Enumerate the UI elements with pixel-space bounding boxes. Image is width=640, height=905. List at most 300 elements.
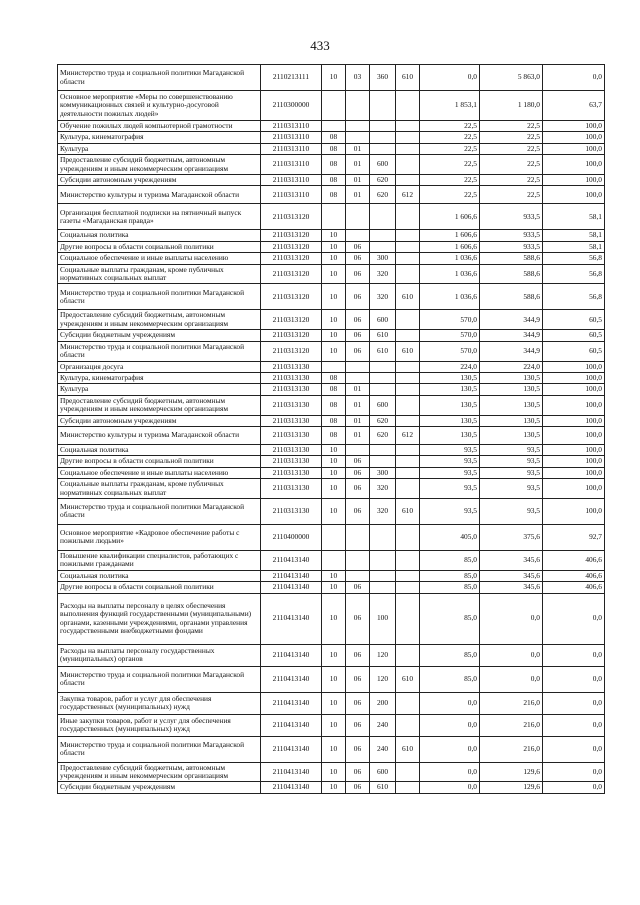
row-planned: 570,0 — [420, 310, 480, 330]
row-admin-code — [396, 175, 420, 186]
row-admin-code — [396, 372, 420, 383]
row-expense-type: 320 — [370, 284, 396, 310]
table-row — [58, 498, 605, 524]
row-code: 2110313130 — [261, 467, 322, 478]
row-executed: 345,6 — [480, 570, 543, 581]
row-planned: 0,0 — [420, 65, 480, 91]
row-subsection — [346, 132, 370, 143]
row-subsection: 06 — [346, 692, 370, 714]
row-section: 10 — [322, 341, 346, 361]
row-expense-type — [370, 230, 396, 241]
row-executed: 130,5 — [480, 372, 543, 383]
row-name: Иные закупки товаров, работ и услуг для обеспечения государственных (муниципальных) нужд — [58, 714, 261, 736]
row-planned: 85,0 — [420, 550, 480, 570]
row-planned: 1 036,6 — [420, 284, 480, 310]
table-row — [58, 175, 605, 186]
row-planned: 224,0 — [420, 361, 480, 372]
row-section — [322, 121, 346, 132]
row-percent: 58,1 — [543, 230, 605, 241]
table-row — [58, 714, 605, 736]
row-expense-type: 620 — [370, 186, 396, 204]
row-admin-code: 612 — [396, 186, 420, 204]
row-code: 2110313110 — [261, 143, 322, 154]
row-executed: 130,5 — [480, 426, 543, 444]
table-row — [58, 241, 605, 252]
row-subsection: 06 — [346, 341, 370, 361]
row-percent: 0,0 — [543, 736, 605, 762]
row-planned: 22,5 — [420, 155, 480, 175]
row-section — [322, 524, 346, 550]
row-planned: 130,5 — [420, 426, 480, 444]
row-subsection: 06 — [346, 714, 370, 736]
row-code: 2110313110 — [261, 155, 322, 175]
table-row — [58, 204, 605, 230]
row-code: 2110313120 — [261, 341, 322, 361]
row-expense-type — [370, 456, 396, 467]
row-admin-code — [396, 143, 420, 154]
row-section: 08 — [322, 155, 346, 175]
row-subsection: 01 — [346, 186, 370, 204]
table-row — [58, 155, 605, 175]
row-name: Предоставление субсидий бюджетным, автономным учреждениям и иным некоммерческим организациям — [58, 155, 261, 175]
row-section: 10 — [322, 692, 346, 714]
row-section: 10 — [322, 782, 346, 793]
row-executed: 345,6 — [480, 582, 543, 593]
row-percent: 60,5 — [543, 330, 605, 341]
row-code: 2110300000 — [261, 91, 322, 121]
row-expense-type: 620 — [370, 415, 396, 426]
row-section — [322, 204, 346, 230]
table-row — [58, 310, 605, 330]
row-expense-type: 600 — [370, 395, 396, 415]
row-section: 10 — [322, 230, 346, 241]
row-name: Субсидии автономным учреждениям — [58, 415, 261, 426]
row-percent: 0,0 — [543, 692, 605, 714]
row-admin-code: 610 — [396, 284, 420, 310]
table-row — [58, 341, 605, 361]
row-name: Субсидии бюджетным учреждениям — [58, 782, 261, 793]
row-name: Социальное обеспечение и иные выплаты населению — [58, 253, 261, 264]
row-subsection — [346, 372, 370, 383]
row-admin-code — [396, 132, 420, 143]
row-section: 08 — [322, 186, 346, 204]
row-subsection: 06 — [346, 479, 370, 499]
row-name: Организация досуга — [58, 361, 261, 372]
row-executed: 22,5 — [480, 186, 543, 204]
row-executed: 130,5 — [480, 415, 543, 426]
row-planned: 0,0 — [420, 714, 480, 736]
row-name: Культура — [58, 384, 261, 395]
row-expense-type: 240 — [370, 714, 396, 736]
row-expense-type — [370, 361, 396, 372]
row-admin-code — [396, 395, 420, 415]
row-admin-code: 610 — [396, 65, 420, 91]
row-executed: 93,5 — [480, 498, 543, 524]
row-planned: 1 036,6 — [420, 264, 480, 284]
row-name: Основное мероприятие «Меры по совершенствованию коммуникационных связей и культурно-досуговой деятельности пожилых людей» — [58, 91, 261, 121]
row-admin-code — [396, 524, 420, 550]
row-code: 2110313110 — [261, 186, 322, 204]
row-expense-type — [370, 444, 396, 455]
row-expense-type: 300 — [370, 467, 396, 478]
row-section: 10 — [322, 593, 346, 644]
row-planned: 93,5 — [420, 479, 480, 499]
row-admin-code: 610 — [396, 666, 420, 692]
row-name: Социальные выплаты гражданам, кроме публичных нормативных социальных выплат — [58, 479, 261, 499]
row-admin-code — [396, 782, 420, 793]
row-executed: 588,6 — [480, 284, 543, 310]
row-percent: 92,7 — [543, 524, 605, 550]
table-row — [58, 361, 605, 372]
row-code: 2110313130 — [261, 372, 322, 383]
row-section: 10 — [322, 666, 346, 692]
row-planned: 1 606,6 — [420, 241, 480, 252]
row-section: 10 — [322, 65, 346, 91]
row-executed: 933,5 — [480, 204, 543, 230]
row-section — [322, 550, 346, 570]
row-code: 2110413140 — [261, 550, 322, 570]
row-planned: 0,0 — [420, 736, 480, 762]
row-percent: 100,0 — [543, 426, 605, 444]
row-subsection: 06 — [346, 310, 370, 330]
row-code: 2110413140 — [261, 644, 322, 666]
row-planned: 85,0 — [420, 593, 480, 644]
row-percent: 0,0 — [543, 762, 605, 782]
row-percent: 56,8 — [543, 264, 605, 284]
row-executed: 588,6 — [480, 253, 543, 264]
row-expense-type: 600 — [370, 155, 396, 175]
row-subsection: 06 — [346, 241, 370, 252]
row-executed: 22,5 — [480, 132, 543, 143]
row-name: Министерство труда и социальной политики Магаданской области — [58, 666, 261, 692]
row-name: Министерство труда и социальной политики Магаданской области — [58, 498, 261, 524]
row-percent: 56,8 — [543, 284, 605, 310]
row-percent: 406,6 — [543, 550, 605, 570]
row-subsection — [346, 121, 370, 132]
row-name: Культура — [58, 143, 261, 154]
row-expense-type — [370, 384, 396, 395]
row-expense-type: 320 — [370, 498, 396, 524]
table-row — [58, 456, 605, 467]
row-admin-code — [396, 714, 420, 736]
row-percent: 0,0 — [543, 65, 605, 91]
row-section: 08 — [322, 395, 346, 415]
table-row — [58, 91, 605, 121]
row-admin-code: 610 — [396, 341, 420, 361]
row-subsection: 06 — [346, 467, 370, 478]
row-percent: 100,0 — [543, 143, 605, 154]
row-expense-type — [370, 372, 396, 383]
row-code: 2110413140 — [261, 593, 322, 644]
row-subsection: 03 — [346, 65, 370, 91]
row-planned: 85,0 — [420, 570, 480, 581]
row-section: 10 — [322, 444, 346, 455]
row-planned: 85,0 — [420, 644, 480, 666]
row-percent: 100,0 — [543, 479, 605, 499]
row-planned: 1 606,6 — [420, 230, 480, 241]
table-row — [58, 230, 605, 241]
row-percent: 58,1 — [543, 204, 605, 230]
row-subsection — [346, 550, 370, 570]
row-expense-type — [370, 570, 396, 581]
row-executed: 216,0 — [480, 736, 543, 762]
row-admin-code — [396, 121, 420, 132]
row-admin-code — [396, 593, 420, 644]
row-percent: 100,0 — [543, 384, 605, 395]
row-name: Социальные выплаты гражданам, кроме публичных нормативных социальных выплат — [58, 264, 261, 284]
row-name: Социальная политика — [58, 230, 261, 241]
row-admin-code — [396, 582, 420, 593]
row-section: 10 — [322, 762, 346, 782]
row-planned: 1 853,1 — [420, 91, 480, 121]
row-code: 2110413140 — [261, 666, 322, 692]
row-code: 2110313130 — [261, 479, 322, 499]
table-row — [58, 593, 605, 644]
row-executed: 344,9 — [480, 341, 543, 361]
row-percent: 100,0 — [543, 444, 605, 455]
row-code: 2110313130 — [261, 498, 322, 524]
row-percent: 100,0 — [543, 186, 605, 204]
row-admin-code — [396, 155, 420, 175]
row-executed: 0,0 — [480, 593, 543, 644]
row-section: 10 — [322, 644, 346, 666]
row-expense-type: 620 — [370, 426, 396, 444]
row-expense-type — [370, 582, 396, 593]
row-expense-type — [370, 132, 396, 143]
row-subsection: 06 — [346, 593, 370, 644]
row-code: 2110313110 — [261, 121, 322, 132]
table-row — [58, 582, 605, 593]
row-executed: 130,5 — [480, 395, 543, 415]
row-code: 2110313110 — [261, 175, 322, 186]
row-subsection: 06 — [346, 762, 370, 782]
row-expense-type — [370, 241, 396, 252]
row-subsection: 01 — [346, 384, 370, 395]
row-expense-type: 300 — [370, 253, 396, 264]
row-executed: 93,5 — [480, 479, 543, 499]
table-row — [58, 415, 605, 426]
row-name: Субсидии бюджетным учреждениям — [58, 330, 261, 341]
row-planned: 93,5 — [420, 498, 480, 524]
row-executed: 93,5 — [480, 456, 543, 467]
row-executed: 0,0 — [480, 644, 543, 666]
row-subsection: 06 — [346, 782, 370, 793]
row-code: 2110313120 — [261, 204, 322, 230]
row-name: Повышение квалификации специалистов, работающих с пожилыми гражданами — [58, 550, 261, 570]
row-code: 2110313120 — [261, 264, 322, 284]
row-planned: 93,5 — [420, 456, 480, 467]
row-admin-code — [396, 444, 420, 455]
row-code: 2110313120 — [261, 310, 322, 330]
row-planned: 570,0 — [420, 341, 480, 361]
row-percent: 63,7 — [543, 91, 605, 121]
row-planned: 85,0 — [420, 582, 480, 593]
row-section: 10 — [322, 330, 346, 341]
row-code: 2110413140 — [261, 762, 322, 782]
row-executed: 22,5 — [480, 143, 543, 154]
row-percent: 58,1 — [543, 241, 605, 252]
row-planned: 93,5 — [420, 467, 480, 478]
row-admin-code — [396, 479, 420, 499]
row-percent: 56,8 — [543, 253, 605, 264]
table-row — [58, 384, 605, 395]
row-name: Закупка товаров, работ и услуг для обеспечения государственных (муниципальных) нужд — [58, 692, 261, 714]
row-executed: 93,5 — [480, 467, 543, 478]
row-percent: 0,0 — [543, 666, 605, 692]
row-admin-code — [396, 230, 420, 241]
row-subsection — [346, 230, 370, 241]
row-percent: 100,0 — [543, 372, 605, 383]
row-subsection: 06 — [346, 666, 370, 692]
table-row — [58, 395, 605, 415]
row-code: 2110413140 — [261, 692, 322, 714]
row-section: 10 — [322, 479, 346, 499]
row-expense-type: 320 — [370, 264, 396, 284]
row-admin-code — [396, 415, 420, 426]
row-executed: 375,6 — [480, 524, 543, 550]
row-admin-code — [396, 330, 420, 341]
row-subsection: 01 — [346, 155, 370, 175]
row-planned: 1 606,6 — [420, 204, 480, 230]
row-name: Культура, кинематография — [58, 132, 261, 143]
table-row — [58, 330, 605, 341]
row-percent: 0,0 — [543, 782, 605, 793]
row-percent: 100,0 — [543, 456, 605, 467]
row-percent: 100,0 — [543, 415, 605, 426]
row-executed: 588,6 — [480, 264, 543, 284]
table-row — [58, 782, 605, 793]
row-code: 2110313130 — [261, 395, 322, 415]
row-subsection: 01 — [346, 175, 370, 186]
row-executed: 129,6 — [480, 762, 543, 782]
row-percent: 100,0 — [543, 361, 605, 372]
row-subsection — [346, 570, 370, 581]
row-name: Министерство культуры и туризма Магаданской области — [58, 186, 261, 204]
row-admin-code — [396, 384, 420, 395]
row-percent: 60,5 — [543, 341, 605, 361]
row-section: 10 — [322, 253, 346, 264]
page-number: 433 — [310, 38, 330, 53]
row-expense-type — [370, 524, 396, 550]
row-code: 2110313120 — [261, 284, 322, 310]
row-planned: 0,0 — [420, 782, 480, 793]
row-executed: 5 863,0 — [480, 65, 543, 91]
row-executed: 216,0 — [480, 714, 543, 736]
row-expense-type: 120 — [370, 666, 396, 692]
row-admin-code: 610 — [396, 736, 420, 762]
row-expense-type — [370, 91, 396, 121]
row-expense-type: 600 — [370, 310, 396, 330]
row-name: Социальная политика — [58, 570, 261, 581]
row-planned: 130,5 — [420, 372, 480, 383]
row-name: Основное мероприятие «Кадровое обеспечение работы с пожилыми людьми» — [58, 524, 261, 550]
row-subsection: 01 — [346, 395, 370, 415]
row-admin-code — [396, 361, 420, 372]
row-name: Министерство труда и социальной политики Магаданской области — [58, 65, 261, 91]
row-subsection: 06 — [346, 498, 370, 524]
row-section: 10 — [322, 467, 346, 478]
row-expense-type: 240 — [370, 736, 396, 762]
row-percent: 406,6 — [543, 582, 605, 593]
row-subsection: 01 — [346, 143, 370, 154]
row-subsection: 01 — [346, 415, 370, 426]
row-planned: 93,5 — [420, 444, 480, 455]
table-row — [58, 692, 605, 714]
table-row — [58, 186, 605, 204]
table-row — [58, 284, 605, 310]
row-executed: 933,5 — [480, 241, 543, 252]
row-expense-type: 360 — [370, 65, 396, 91]
row-name: Обучение пожилых людей компьютерной грамотности — [58, 121, 261, 132]
row-admin-code — [396, 550, 420, 570]
row-name: Расходы на выплаты персоналу в целях обеспечения выполнения функций государственными (муниципальными) органами, казенными учреждениями, органами управления государственными внебюджетными фондами — [58, 593, 261, 644]
row-section: 10 — [322, 714, 346, 736]
row-section — [322, 91, 346, 121]
row-admin-code: 610 — [396, 498, 420, 524]
row-code: 2110313130 — [261, 415, 322, 426]
row-section: 10 — [322, 241, 346, 252]
row-section: 08 — [322, 143, 346, 154]
row-expense-type: 320 — [370, 479, 396, 499]
row-executed: 933,5 — [480, 230, 543, 241]
row-admin-code — [396, 467, 420, 478]
row-code: 2110213111 — [261, 65, 322, 91]
row-executed: 22,5 — [480, 155, 543, 175]
row-planned: 22,5 — [420, 132, 480, 143]
table-row — [58, 644, 605, 666]
row-percent: 0,0 — [543, 714, 605, 736]
row-subsection — [346, 91, 370, 121]
row-expense-type: 120 — [370, 644, 396, 666]
table-row — [58, 736, 605, 762]
row-section: 08 — [322, 384, 346, 395]
row-admin-code: 612 — [396, 426, 420, 444]
row-planned: 0,0 — [420, 762, 480, 782]
row-subsection: 06 — [346, 582, 370, 593]
row-code: 2110313130 — [261, 444, 322, 455]
row-admin-code — [396, 253, 420, 264]
row-name: Министерство труда и социальной политики Магаданской области — [58, 736, 261, 762]
row-planned: 22,5 — [420, 143, 480, 154]
row-subsection: 06 — [346, 644, 370, 666]
row-expense-type — [370, 143, 396, 154]
row-expense-type — [370, 550, 396, 570]
row-section: 10 — [322, 284, 346, 310]
row-name: Министерство труда и социальной политики Магаданской области — [58, 284, 261, 310]
row-planned: 130,5 — [420, 384, 480, 395]
row-planned: 130,5 — [420, 395, 480, 415]
row-name: Министерство труда и социальной политики Магаданской области — [58, 341, 261, 361]
row-name: Другие вопросы в области социальной политики — [58, 241, 261, 252]
table-row — [58, 372, 605, 383]
row-name: Культура, кинематография — [58, 372, 261, 383]
row-section — [322, 361, 346, 372]
row-planned: 22,5 — [420, 186, 480, 204]
row-expense-type: 610 — [370, 330, 396, 341]
row-name: Предоставление субсидий бюджетным, автономным учреждениям и иным некоммерческим организациям — [58, 395, 261, 415]
row-section: 10 — [322, 736, 346, 762]
row-name: Другие вопросы в области социальной политики — [58, 582, 261, 593]
row-subsection: 06 — [346, 330, 370, 341]
row-name: Предоставление субсидий бюджетным, автономным учреждениям и иным некоммерческим организациям — [58, 310, 261, 330]
row-percent: 100,0 — [543, 467, 605, 478]
row-expense-type: 610 — [370, 782, 396, 793]
row-admin-code — [396, 310, 420, 330]
row-percent: 100,0 — [543, 132, 605, 143]
table-row — [58, 666, 605, 692]
row-executed: 216,0 — [480, 692, 543, 714]
row-code: 2110313130 — [261, 456, 322, 467]
